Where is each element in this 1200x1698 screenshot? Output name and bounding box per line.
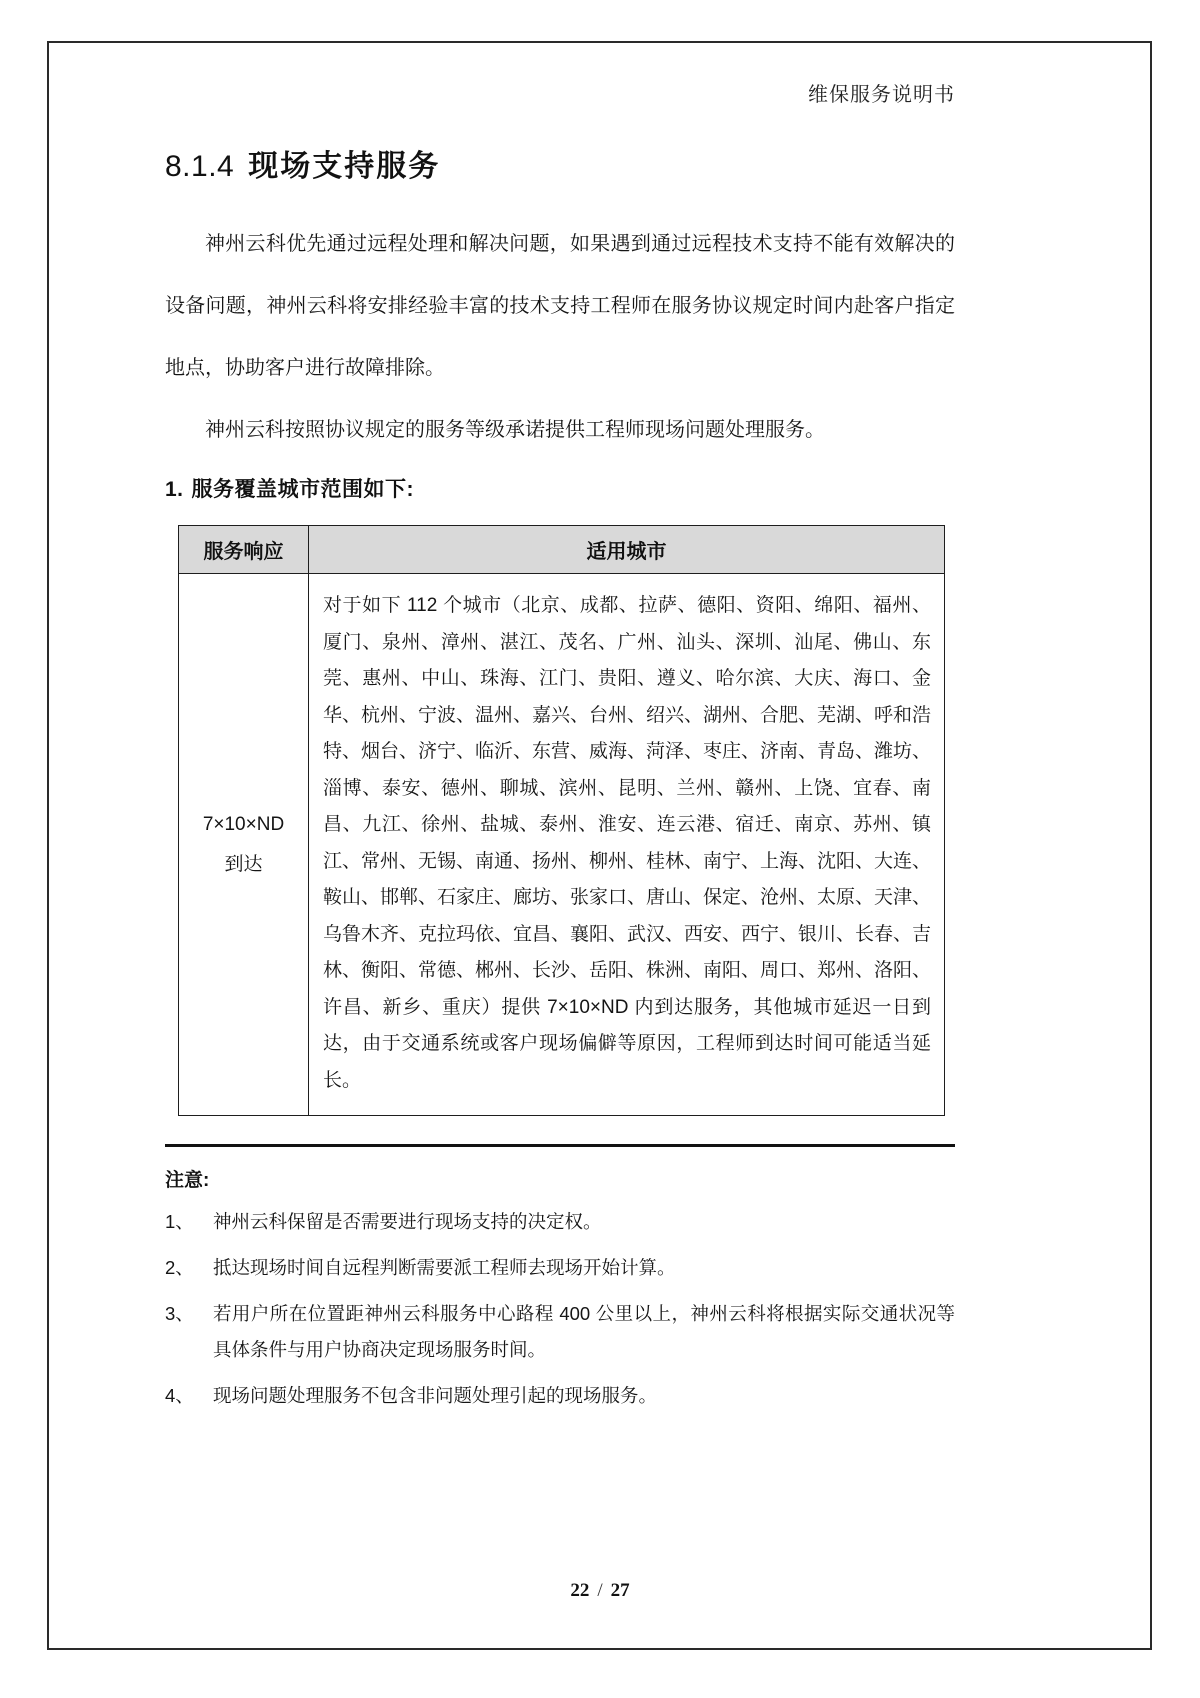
note-item (165, 1378, 955, 1414)
list-heading-text: 服务覆盖城市范围如下: (191, 478, 415, 501)
note-number: 1、 (165, 1211, 194, 1232)
note-item (165, 1204, 955, 1240)
note-item (165, 1250, 955, 1286)
list-heading-number: 1. (165, 478, 184, 501)
note-number: 4、 (165, 1385, 194, 1406)
page-content (165, 78, 955, 1414)
response-arrival: 到达 (224, 853, 263, 875)
section-heading (165, 141, 955, 185)
cities-cell: 对于如下 112 个城市（北京、成都、拉萨、德阳、资阳、绵阳、福州、厦门、泉州、漳州、湛江、茂名、广州、汕头、深圳、汕尾、佛山、东莞、惠州、中山、珠海、江门、贵阳、遵义、哈尔滨、大庆、海口、金华、杭州、宁波、温州、嘉兴、台州、绍兴、湖州、合肥、芜湖、呼和浩特、烟台、济宁、临沂、东营、威海、菏泽、枣庄、济南、青岛、潍坊、淄博、泰安、德州、聊城、滨州、昆明、兰州、赣州、上饶、宜春、南昌、九江、徐州、盐城、泰州、淮安、连云港、宿迁、南京、苏州、镇江、常州、无锡、南通、扬州、柳州、桂林、南宁、上海、沈阳、大连、鞍山、邯郸、石家庄、廊坊、张家口、唐山、保定、沧州、太原、天津、乌鲁木齐、克拉玛依、宜昌、襄阳、武汉、西安、西宁、银川、长春、吉林、衡阳、常德、郴州、长沙、岳阳、株洲、南阳、周口、郑州、洛阳、许昌、新乡、重庆）提供 7×10×ND 内到达服务，其他城市延迟一日到达，由于交通系统或客户现场偏僻等原因，工程师到达时间可能适当延长。 (309, 574, 945, 1116)
note-text: 抵达现场时间自远程判断需要派工程师去现场开始计算。 (213, 1257, 676, 1278)
service-coverage-table (178, 525, 945, 1116)
page-number-total: 27 (610, 1580, 630, 1601)
section-title: 现场支持服务 (248, 150, 441, 183)
table-header-response: 服务响应 (179, 526, 309, 574)
note-item (165, 1296, 955, 1368)
table-header-row (179, 526, 945, 574)
notes-list (165, 1204, 955, 1414)
table-row (179, 574, 945, 1116)
list-heading-service-coverage (165, 473, 955, 503)
notes-label: 注意: (165, 1170, 210, 1191)
paragraph-remote-support: 神州云科优先通过远程处理和解决问题，如果遇到通过远程技术支持不能有效解决的设备问题，神州云科将安排经验丰富的技术支持工程师在服务协议规定时间内赴客户指定地点，协助客户进行故障排除。 (165, 233, 955, 379)
note-text: 现场问题处理服务不包含非问题处理引起的现场服务。 (213, 1385, 658, 1406)
response-cell (179, 574, 309, 1116)
page-number-separator: / (597, 1580, 603, 1601)
running-header: 维保服务说明书 (808, 84, 955, 106)
paragraph-sla-commitment: 神州云科按照协议规定的服务等级承诺提供工程师现场问题处理服务。 (205, 419, 825, 441)
note-number: 3、 (165, 1303, 194, 1324)
page-footer (0, 1580, 1200, 1602)
note-text: 若用户所在位置距神州云科服务中心路程 400 公里以上，神州云科将根据实际交通状况等具体条件与用户协商决定现场服务时间。 (213, 1303, 955, 1360)
table-header-cities: 适用城市 (309, 526, 945, 574)
response-level: 7×10×ND (202, 813, 285, 835)
section-number: 8.1.4 (165, 150, 235, 183)
page-number-current: 22 (570, 1580, 590, 1601)
notes-divider (165, 1144, 955, 1147)
note-number: 2、 (165, 1257, 194, 1278)
note-text: 神州云科保留是否需要进行现场支持的决定权。 (213, 1211, 602, 1232)
